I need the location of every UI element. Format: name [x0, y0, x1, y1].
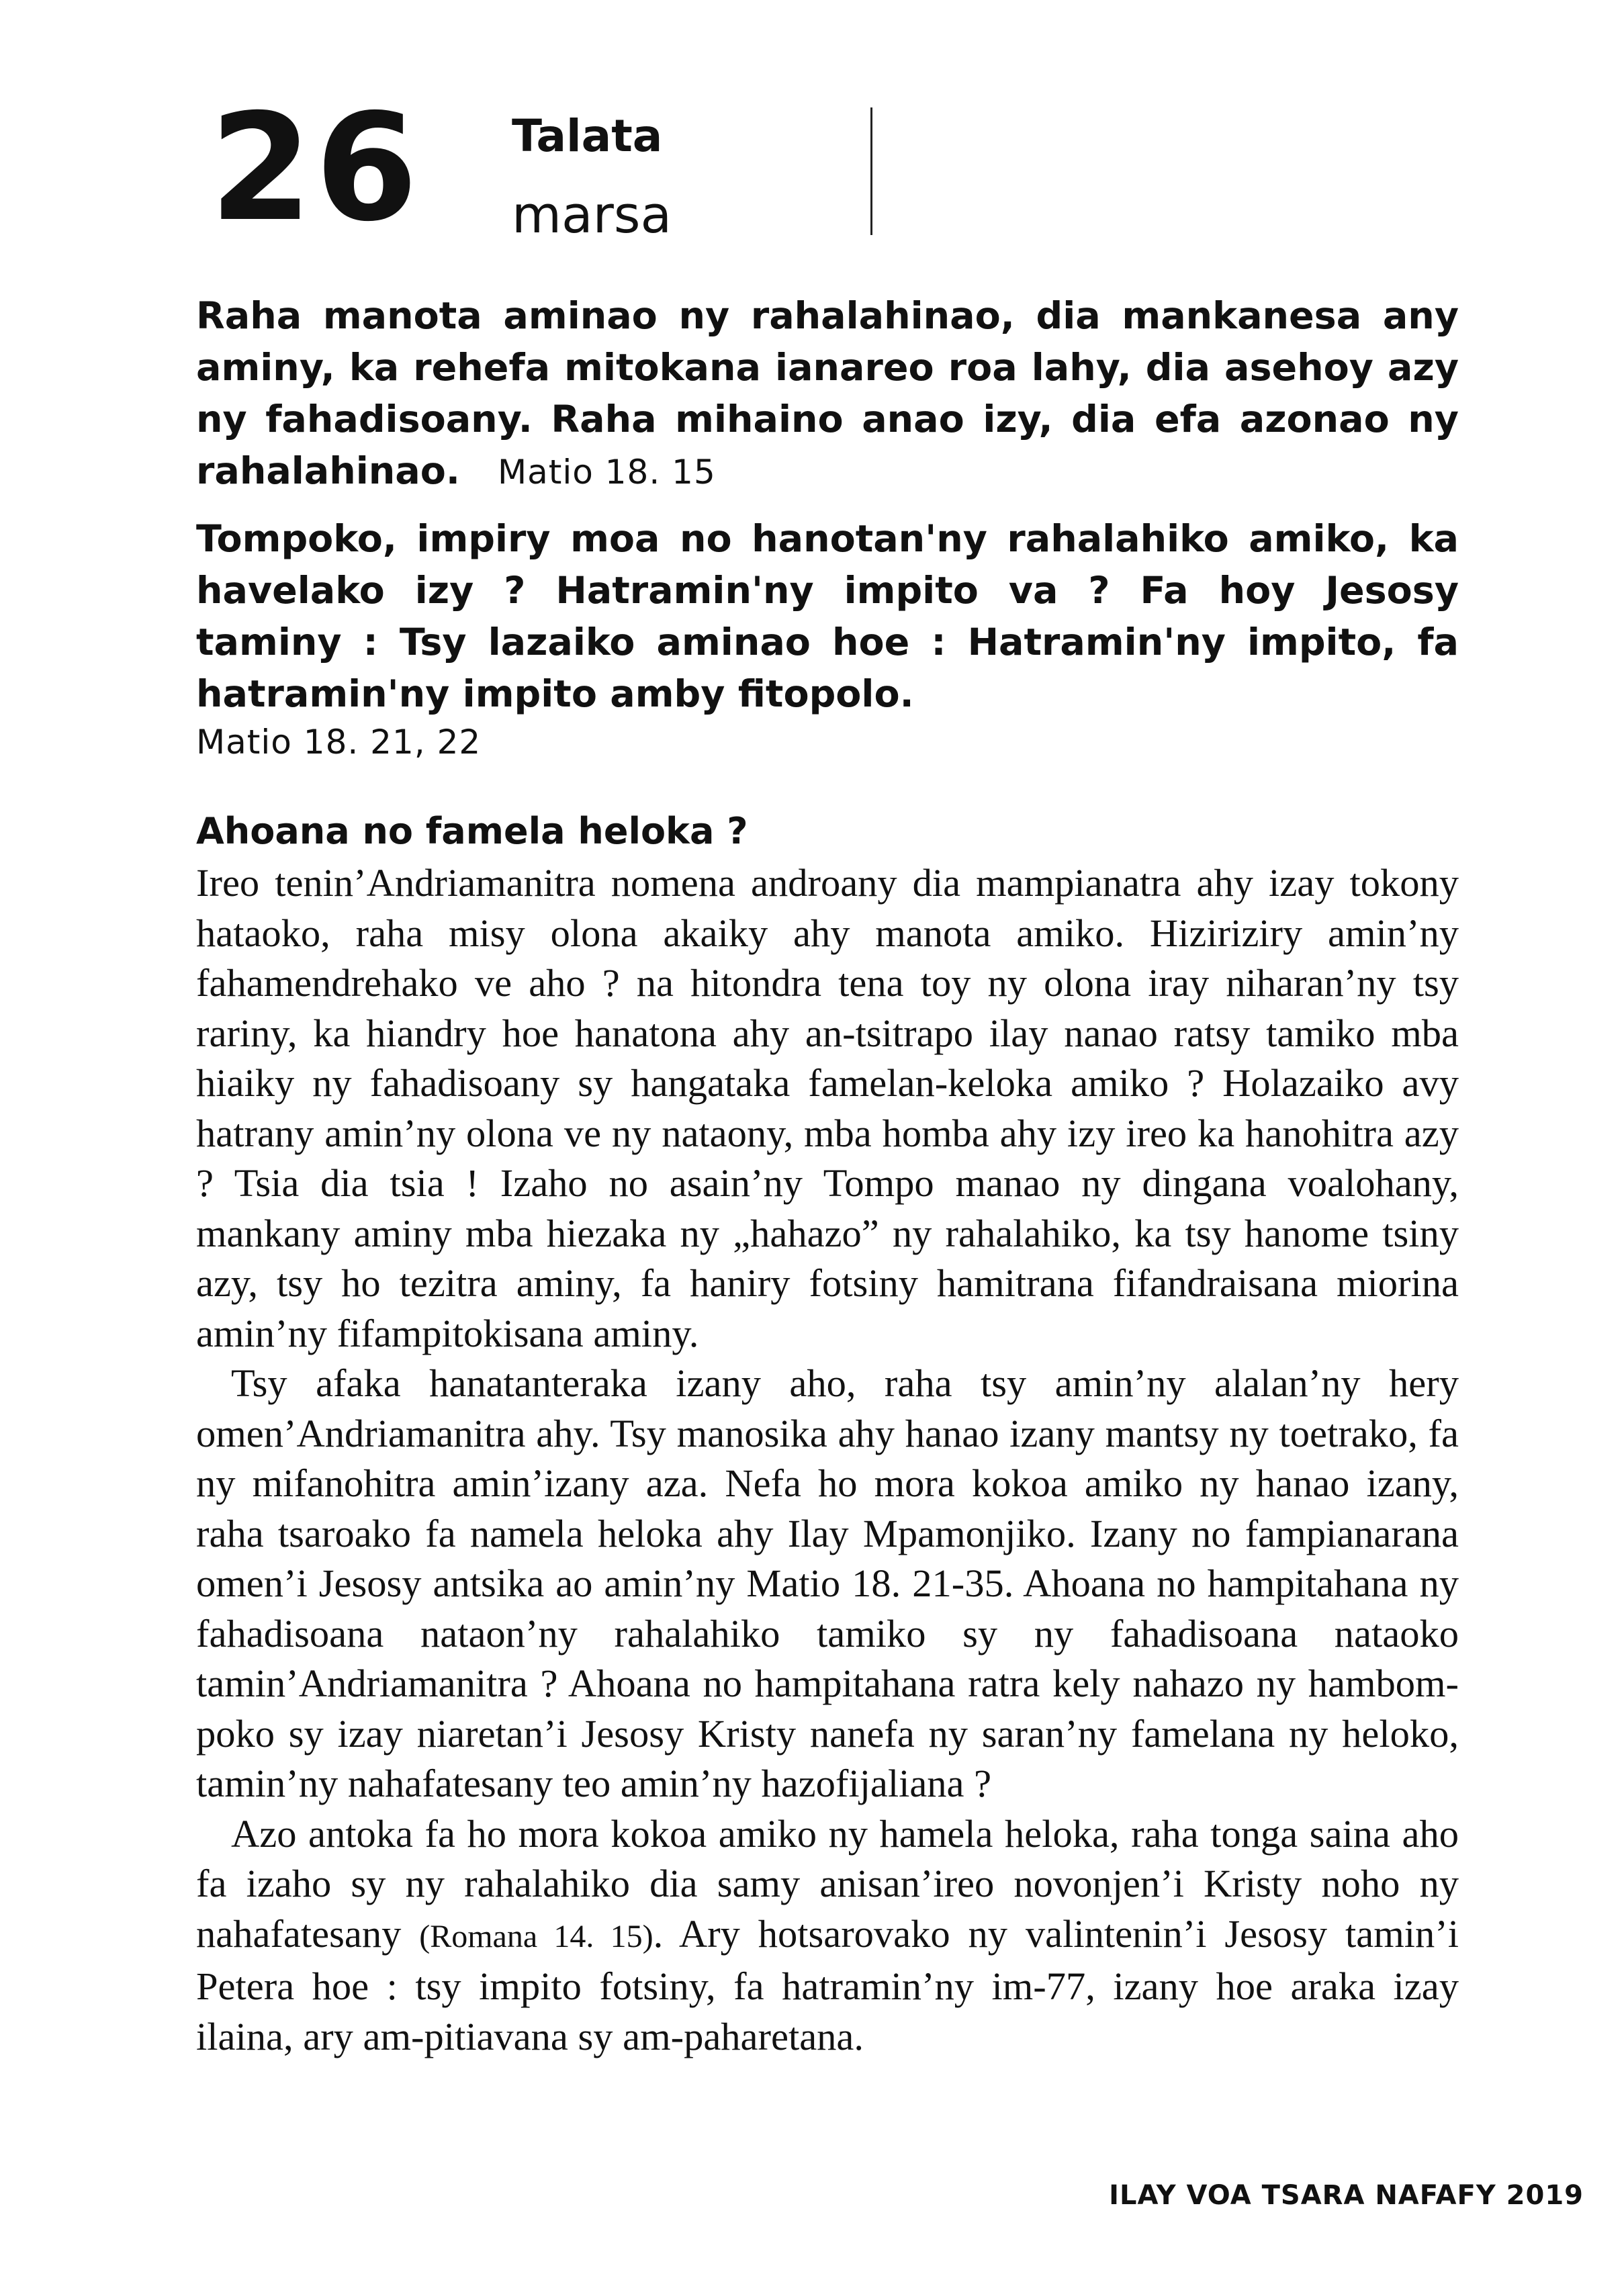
verse-text: Raha manota aminao ny rahalahinao, dia mankanesa any aminy, ka rehefa mitokana ianareo roa lahy, dia asehoy azy ny fahadisoany. Raha mihaino anao izy, dia efa azonao ny rahalahinao. [196, 294, 1459, 493]
verse-reference: Matio 18. 15 [497, 453, 716, 492]
publication-footer: ILAY VOA TSARA NAFAFY 2019 [1109, 2180, 1584, 2211]
header-divider [870, 107, 872, 235]
weekday: Talata [512, 110, 663, 162]
meditation-paragraph: Ireo tenin’Andriamanitra nomena androany dia mampianatra ahy izay tokony hataoko, raha misy olona akaiky ahy manota amiko. Hiziriziry amin’ny fahamendrehako ve aho ? na hitondra tena toy ny olona iray niharan’ny tsy rariny, ka hiandry hoe hanatona ahy an-tsitrapo ilay nanao ratsy tamiko mba hiaiky ny fahadisoany sy hangataka famelan-keloka amiko ? Holazaiko avy hatrany amin’ny olona ve ny nataony, mba homba ahy izy ireo ka hanohitra azy ? Tsia dia tsia ! Izaho no asain’ny Tompo manao ny dingana voalohany, mankany aminy mba hiezaka ny „hahazo” ny rahalahiko, ka tsy hanome tsiny azy, tsy ho tezitra aminy, fa haniry fotsiny hamitrana fifandraisana miorina amin’ny fifampitokisana aminy. [196, 861, 1459, 1355]
bible-verse [196, 290, 1459, 498]
verse-reference: Matio 18. 21, 22 [196, 723, 482, 762]
day-number: 26 [210, 82, 421, 254]
verse-text: Tompoko, impiry moa no hanotan'ny rahalahiko amiko, ka havelako izy ? Hatramin'ny impito va ? Fa hoy Jesosy taminy : Tsy lazaiko aminao hoe : Hatramin'ny impito, fa hatramin'ny impito amby fitopolo. [196, 517, 1459, 716]
month: marsa [512, 185, 672, 244]
paragraph-text: Azo antoka fa ho mora kokoa amiko ny hamela heloka, raha tonga saina aho fa izaho sy ny rahalahiko dia samy anisan’ireo novonjen’i Kristy noho ny nahafatesany [196, 1811, 1459, 1956]
inline-reference: (Romana 14. 15) [419, 1918, 653, 1954]
meditation-title: Ahoana no famela heloka ? [196, 810, 748, 852]
meditation-paragraph [196, 1809, 1459, 2062]
meditation-paragraph: Tsy afaka hanatanteraka izany aho, raha tsy amin’ny alalan’ny hery omen’Andriamanitra ahy. Tsy manosika ahy hanao izany mantsy ny toetrako, fa ny mifanohitra amin’izany aza. Nefa ho mora kokoa amiko ny hanao izany, raha tsaroako fa namela heloka ahy Ilay Mpamonjiko. Izany no fampianarana omen’i Jesosy antsika ao amin’ny Matio 18. 21-35. Ahoana no hampitahana ny fahadisoana nataon’ny rahalahiko tamiko sy ny fahadisoana nataoko tamin’Andriamanitra ? Ahoana no hampitahana ratra kely nahazo ny hambom-poko sy izay niaretan’i Jesosy Kristy nanefa ny saran’ny famelana ny heloko, tamin’ny nahafatesany teo amin’ny hazofijaliana ? [196, 1361, 1459, 1805]
page-content [196, 290, 1459, 2062]
paragraph-text: . Ary hotsarovako ny valintenin’i Jesosy tamin’i Petera hoe : tsy impito fotsiny, fa hatramin’ny im-77, izany hoe araka izay ilaina, ary am-pitiavana sy am-paharetana. [196, 1911, 1459, 2058]
bible-verse [196, 513, 1459, 720]
